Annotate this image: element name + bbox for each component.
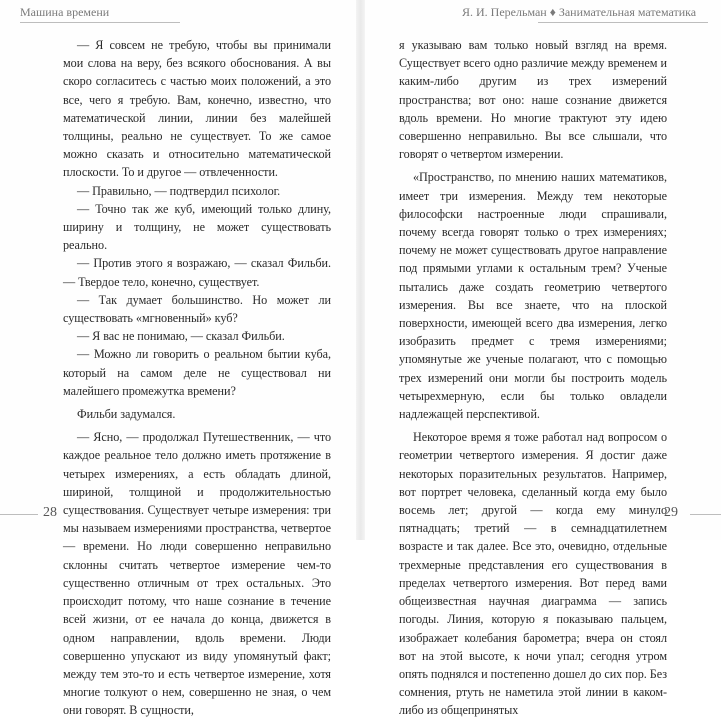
right-paragraph: я указываю вам только новый взгляд на время. Существует всего одно различие между временем и каким-либо другим из трех измерений пространства; вот оно: наше сознание движется вдоль времени. Но многие трактуют эту идею совершенно неправильно. Вы все слышали, что говорят о четвертом измерении. (399, 38, 667, 162)
left-paragraph: — Правильно, — подтвердил психолог. (77, 183, 281, 198)
left-running-head: Машина времени (20, 5, 110, 19)
right-page-body (399, 36, 667, 720)
right-head-rule (538, 22, 708, 23)
left-paragraph: — Я совсем не требую, чтобы вы принимали мои слова на веру, без всякого обоснования. А вы скоро согласитесь с частью моих положений, а это все, чего я требую. Вам, конечно, известно, что математической линии, линии без малейшей толщины, реально не существует. То же самое можно сказать и относительно математической плоскости. То и другое — отвлеченности. (63, 38, 331, 180)
left-paragraph: — Против этого я возражаю, — сказал Фильби. — Твердое тело, конечно, существует. (63, 256, 331, 289)
left-page-number: 28 (43, 505, 57, 520)
left-paragraph: Фильби задумался. (77, 407, 176, 422)
book-gutter (356, 0, 365, 540)
left-paragraph: — Можно ли говорить о реальном бытии куба, который на самом деле не существовал ни малейшего промежутка времени? (63, 347, 331, 398)
right-paragraph: Некоторое время я тоже работал над вопросом о геометрии четвертого измерения. Я достиг даже некоторых поразительных результатов. Например, вот портрет человека, сделанный когда ему было восемь лет; другой — когда ему минуло пятнадцать; третий — в семнадцатилетнем возрасте и так далее. Все это, очевидно, отдельные трехмерные представления его существования в пределах четвертого измерения. Вот перед вами общеизвестная научная диаграмма — запись погоды. Линия, которую я показываю пальцем, изображает колебания барометра; вчера он стоял вот на этой высоте, к ночи упал; сегодня утром опять поднялся и постепенно дошел до сих пор. Без сомнения, ртуть не наметила этой линии в каком-либо из общепринятых (399, 430, 667, 718)
left-paragraph: — Точно так же куб, имеющий только длину, ширину и толщину, не может существовать реально. (63, 201, 331, 253)
right-page-number: 29 (664, 505, 678, 520)
left-paragraph: — Ясно, — продолжал Путешественник, — что каждое реальное тело должно иметь протяжение в четырех измерениях, а есть обладать длиной, шириной, толщиной и продолжительностью существования. Существует четыре измерения: три мы называем измерениями пространства, четвертое — времени. Но люди совершенно неправильно склонны считать четвертое измерение чем-то существенно отличным от трех остальных. Это происходит потому, что наше сознание в течение всей жизни, от ее начала до конца, движется в одном направлении, вдоль времени. Люди совершенно упускают из виду упомянутый факт; между тем это-то и есть четвертое измерение, хотя многие толкуют о нем, совершенно не зная, о чем они говорят. В сущности, (63, 430, 331, 718)
left-page-body (63, 36, 331, 720)
right-foot-rule (690, 514, 721, 515)
right-paragraph: «Пространство, по мнению наших математиков, имеет три измерения. Между тем некоторые философски настроенные люди спрашивали, почему всегда говорят только о трех измерениях; почему не может существовать другое направление под прямыми углами к остальным трем? Ученые пытались даже создать геометрию четвертого измерения. Вы все знаете, что на плоской поверхности, имеющей всего два измерения, легко изобразить предмет с тремя измерениями; упомянутые же ученые полагают, что с помощью трех измерений они могли бы построить модель четырехмерную, если бы только овладели надлежащей перспективой. (399, 170, 667, 422)
left-paragraph: — Так думает большинство. Но может ли существовать «мгновенный» куб? (63, 292, 331, 326)
left-head-rule (20, 22, 180, 23)
right-running-head: Я. И. Перельман ♦ Занимательная математика (462, 5, 697, 19)
left-paragraph: — Я вас не понимаю, — сказал Фильби. (77, 329, 285, 344)
left-foot-rule (0, 514, 38, 515)
